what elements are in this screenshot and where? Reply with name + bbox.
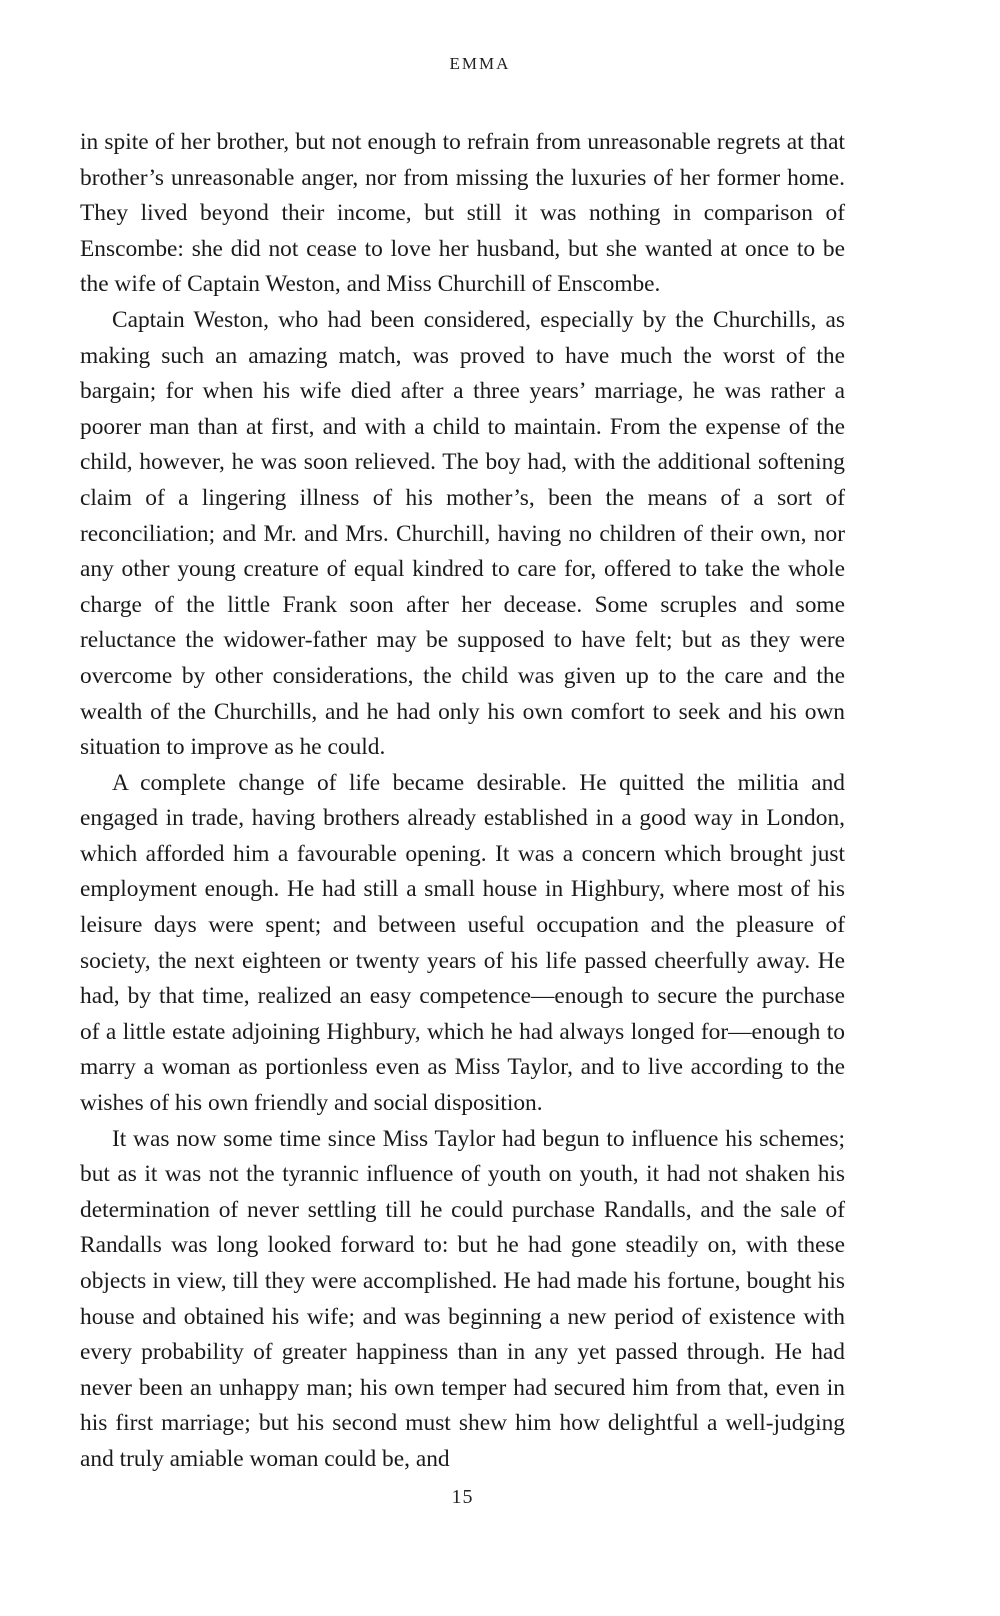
paragraph: Captain Weston, who had been considered, especially by the Churchills, as making such an amazing match, was proved to have much the worst of the bargain; for when his wife died after a three years’ marriage, he was rather a poorer man than at first, and with a child to maintain. From the expense of the child, however, he was soon relieved. The boy had, with the additional softening claim of a lingering illness of his mother’s, been the means of a sort of reconciliation; and Mr. and Mrs. Churchill, having no children of their own, nor any other young creature of equal kindred to care for, offered to take the whole charge of the little Frank soon after her decease. Some scruples and some reluctance the widower-father may be supposed to have felt; but as they were overcome by other considerations, the child was given up to the care and the wealth of the Churchills, and he had only his own comfort to seek and his own situation to improve as he could. — [80, 306, 845, 761]
paragraph: It was now some time since Miss Taylor had begun to influence his schemes; but as it was not the tyrannic influence of youth on youth, it had not shaken his determination of never settling till he could purchase Randalls, and the sale of Randalls was long looked forward to: but he had gone steadily on, with these objects in view, till they were accomplished. He had made his fortune, bought his house and obtained his wife; and was beginning a new period of existence with every probability of greater happiness than in any yet passed through. He had never been an unhappy man; his own temper had secured him from that, even in his first marriage; but his second must shew him how delightful a well-judging and truly amiable woman could be, and — [80, 1125, 845, 1472]
paragraph: A complete change of life became desirable. He quitted the militia and engaged in trade, having brothers already established in a good way in London, which afforded him a favourable opening. It was a concern which brought just employment enough. He had still a small house in Highbury, where most of his leisure days were spent; and between useful occupation and the pleasure of society, the next eighteen or twenty years of his life passed cheerfully away. He had, by that time, realized an easy competence—enough to secure the purchase of a little estate adjoining Highbury, which he had always longed for—enough to marry a woman as portionless even as Miss Taylor, and to live according to the wishes of his own friendly and social disposition. — [80, 769, 845, 1117]
body-text — [80, 125, 845, 1478]
running-head: EMMA — [449, 54, 511, 73]
paragraph-continued: in spite of her brother, but not enough to refrain from unreasonable regrets at that brother’s unreasonable anger, nor from missing the luxuries of her former home. They lived beyond their income, but still it was nothing in comparison of Enscombe: she did not cease to love her husband, but she wanted at once to be the wife of Captain Weston, and Miss Churchill of Enscombe. — [80, 129, 845, 298]
page-number: 15 — [451, 1486, 474, 1508]
